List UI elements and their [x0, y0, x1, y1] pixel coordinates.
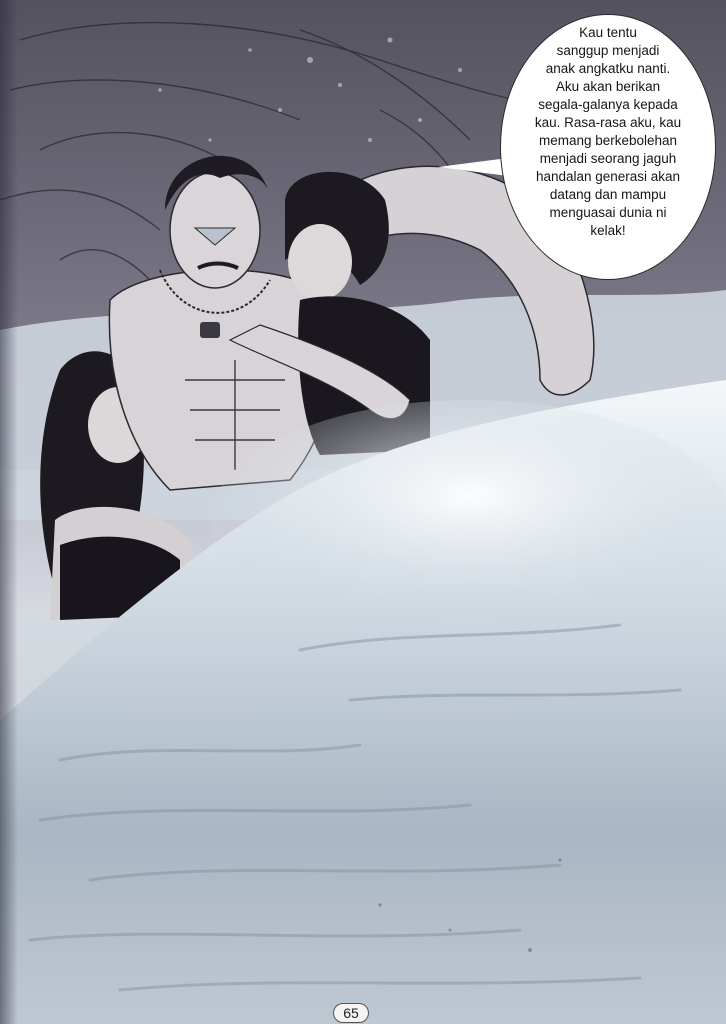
speech-bubble-text — [510, 24, 706, 240]
speech-line: menguasai dunia ni — [549, 205, 667, 220]
speech-line: datang dan mampu — [549, 187, 667, 202]
page-spine-shadow — [0, 0, 18, 1024]
speech-line: kelak! — [590, 223, 626, 238]
speech-line: menjadi seorang jaguh — [539, 151, 677, 166]
speech-line: segala-galanya kepada — [538, 97, 678, 112]
speech-line: kau. Rasa-rasa aku, kau — [534, 115, 682, 130]
speech-line: Kau tentu — [579, 25, 637, 40]
necklace-pendant — [200, 322, 220, 338]
speech-line: anak angkatku nanti. — [545, 61, 671, 76]
speech-line: memang berkebolehan — [538, 133, 678, 148]
woman-right-face — [288, 224, 352, 300]
splash-glow — [210, 400, 726, 640]
speech-bubble-tail — [438, 158, 508, 176]
speech-line: Aku akan berikan — [555, 79, 661, 94]
page-number: 65 — [333, 1003, 369, 1023]
speech-line: handalan generasi akan — [535, 169, 681, 184]
speech-line: sanggup menjadi — [556, 43, 660, 58]
